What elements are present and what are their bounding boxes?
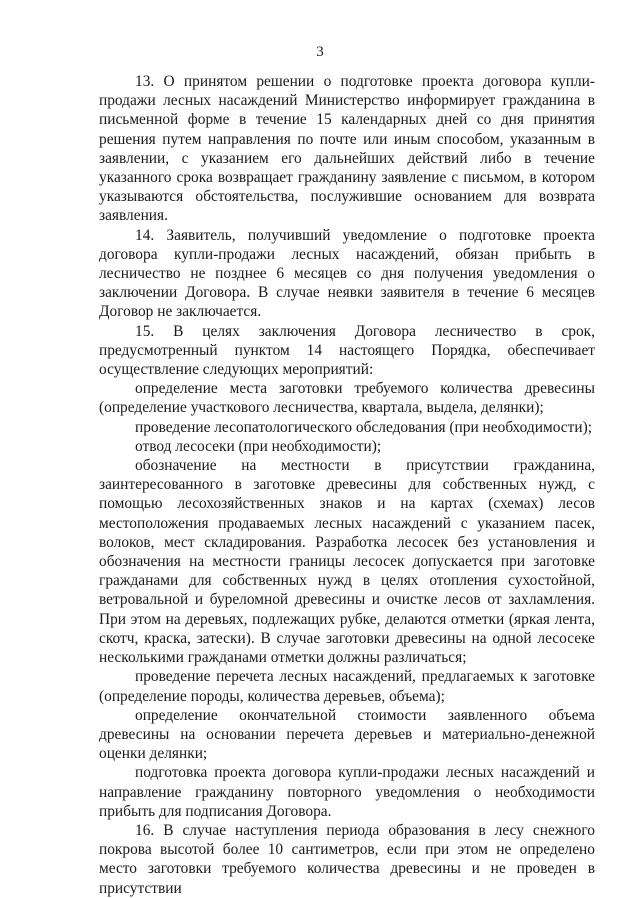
list-item-enumeration: проведение перечета лесных насаждений, предлагаемых к заготовке (определение породы, количества деревьев, объема);: [99, 668, 595, 705]
list-item-valuation: определение окончательной стоимости заявленного объема древесины на основании перечета деревьев и материально-денежной оценки делянки;: [99, 706, 595, 763]
paragraph-16: 16. В случае наступления периода образования в лесу снежного покрова высотой более 10 сантиметров, если при этом не определено место заготовки требуемого количества древесины и не проведен в присутствии: [99, 821, 595, 897]
list-item-marking: обозначение на местности в присутствии гражданина, заинтересованного в заготовке древесины для собственных нужд, с помощью лесохозяйственных знаков и на картах (схемах) лесов местоположения продаваемых лесных насаждений с указанием пасек, волоков, мест складирования. Разработка лесосек без установления и обозначения на местности границы лесосек допускается при заготовке гражданами для собственных нужд в целях отопления сухостойной, ветровальной и буреломной древесины и очистке лесов от захламления. При этом на деревьях, подлежащих рубке, делаются отметки (яркая лента, скотч, краска, затески). В случае заготовки древесины на одной лесосеке несколькими гражданами отметки должны различаться;: [99, 457, 595, 667]
paragraph-14: 14. Заявитель, получивший уведомление о подготовке проекта договора купли-продажи лесных насаждений, обязан прибыть в лесничество не позднее 6 месяцев со дня получения уведомления о заключении Договора. В случае неявки заявителя в течение 6 месяцев Договор не заключается.: [99, 226, 595, 321]
list-item-location: определение места заготовки требуемого количества древесины (определение участкового лесничества, квартала, выдела, делянки);: [99, 380, 595, 417]
page-number: 3: [316, 44, 324, 60]
paragraph-15: 15. В целях заключения Договора лесничество в срок, предусмотренный пунктом 14 настоящего Порядка, обеспечивает осуществление следующих мероприятий:: [99, 322, 595, 379]
document-body: [99, 72, 595, 898]
list-item-contract-draft: подготовка проекта договора купли-продажи лесных насаждений и направление гражданину повторного уведомления о необходимости прибыть для подписания Договора.: [99, 764, 595, 820]
list-item-allotment: отвод лесосеки (при необходимости);: [135, 437, 382, 455]
paragraph-13: 13. О принятом решении о подготовке проекта договора купли-продажи лесных насаждений Министерство информирует гражданина в письменной форме в течение 15 календарных дней со дня принятия решения путем направления по почте или иным способом, указанным в заявлении, с указанием его дальнейших действий либо в течение указанного срока возвращает гражданину заявление с письмом, в котором указываются обстоятельства, послужившие основанием для возврата заявления.: [99, 73, 595, 225]
list-item-inspection: проведение лесопатологического обследования (при необходимости);: [135, 418, 592, 436]
